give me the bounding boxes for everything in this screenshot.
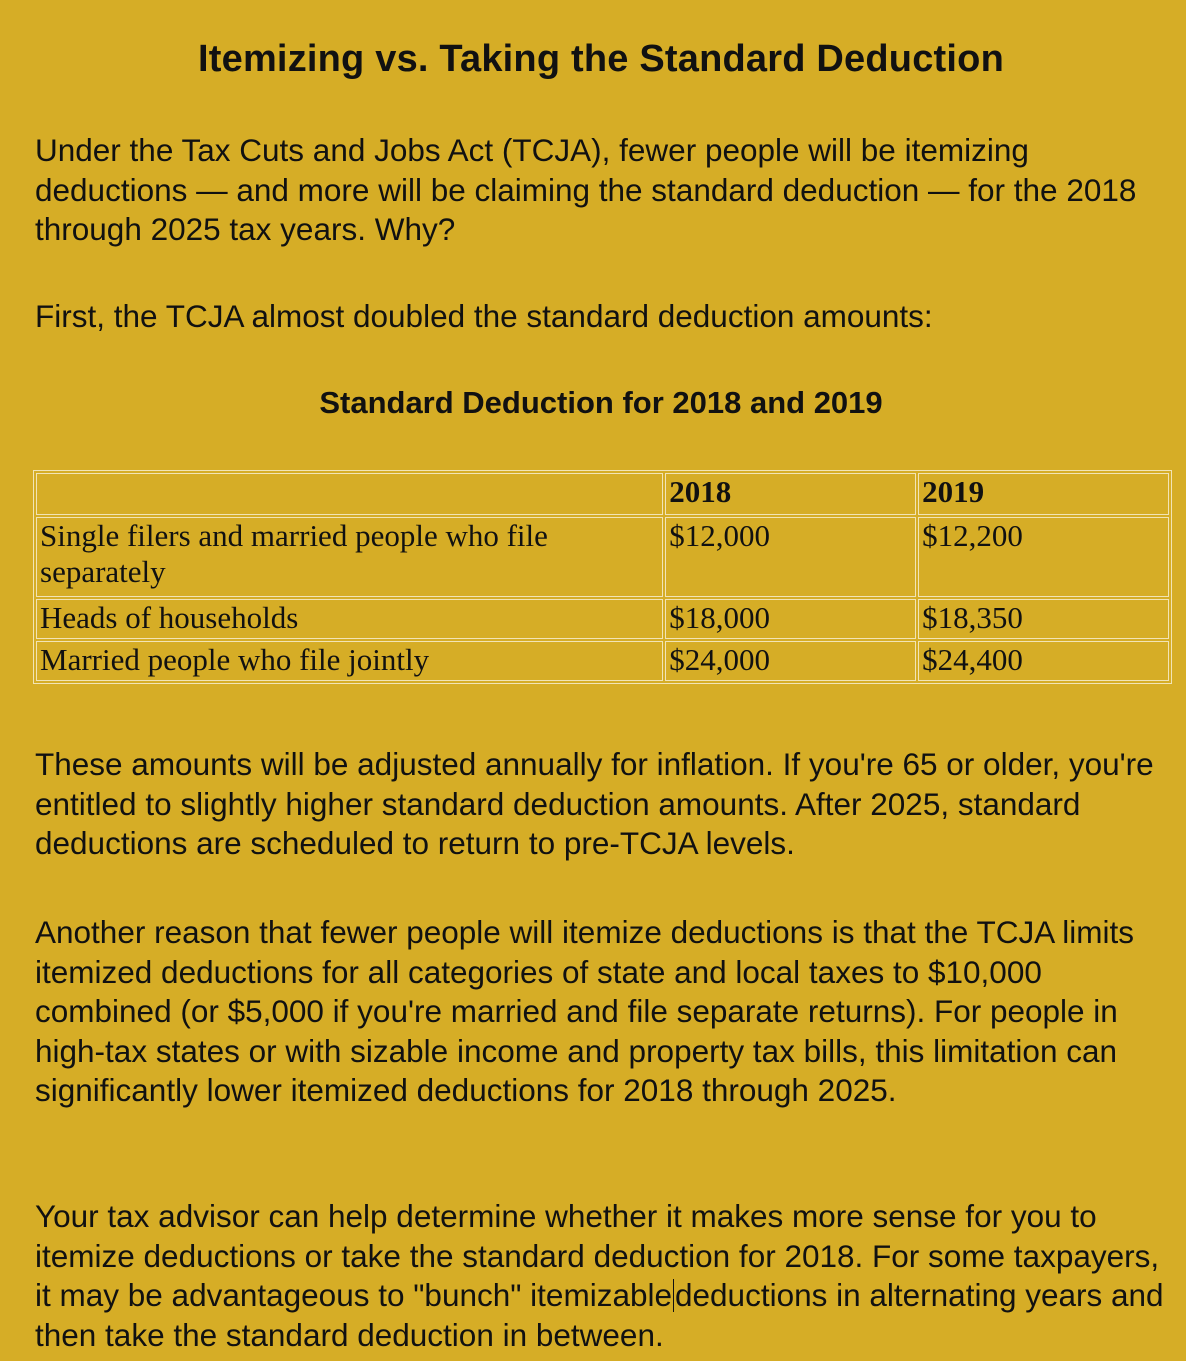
table-row: [36, 599, 1169, 639]
inflation-adjustment-paragraph: These amounts will be adjusted annually for inflation. If you're 65 or older, you're entitled to slightly higher standard deduction amounts. After 2025, standard deductions are scheduled to return to pre-TCJA levels.: [35, 746, 1154, 861]
amount-2019-cell: $24,400: [918, 641, 1169, 681]
amount-2018-cell: $18,000: [665, 599, 916, 639]
table-header-2019: 2019: [918, 473, 1169, 515]
amount-2019-cell: $12,200: [918, 517, 1169, 597]
tax-advisor-paragraph-start: Your tax advisor can help determine whether it makes more sense for you to itemize deductions or take the standard deduction for 2018. For some taxpayers, it may be advantageous to "bunch" itemizable: [35, 1198, 1160, 1313]
table-header-blank: [36, 473, 663, 515]
filing-status-cell: Married people who file jointly: [36, 641, 663, 681]
amount-2018-cell: $12,000: [665, 517, 916, 597]
tax-advisor-paragraph-end: deductions in alternating years and then take the standard deduction in between.: [35, 1277, 1164, 1353]
table-row: [36, 641, 1169, 681]
table-header-row: [36, 473, 1169, 515]
table-title: Standard Deduction for 2018 and 2019: [319, 385, 883, 420]
amount-2019-cell: $18,350: [918, 599, 1169, 639]
intro-paragraph: Under the Tax Cuts and Jobs Act (TCJA), fewer people will be itemizing deductions — and more will be claiming the standard deduction — for the 2018 through 2025 tax years. Why?: [35, 132, 1137, 247]
table-header-2018: 2018: [665, 473, 916, 515]
text-cursor: [673, 1279, 674, 1312]
standard-deduction-table: [33, 470, 1172, 684]
filing-status-cell: Single filers and married people who file separately: [36, 517, 663, 597]
standard-deduction-table-container: [33, 470, 1172, 684]
filing-status-cell: Heads of households: [36, 599, 663, 639]
table-row: [36, 517, 1169, 597]
state-local-tax-limit-paragraph: Another reason that fewer people will itemize deductions is that the TCJA limits itemized deductions for all categories of state and local taxes to $10,000 combined (or $5,000 if you're married and file separate returns). For people in high-tax states or with sizable income and property tax bills, this limitation can significantly lower itemized deductions for 2018 through 2025.: [35, 914, 1134, 1108]
tax-advisor-paragraph[interactable]: [35, 1197, 1170, 1355]
standard-deduction-intro-paragraph: First, the TCJA almost doubled the standard deduction amounts:: [35, 298, 933, 334]
amount-2018-cell: $24,000: [665, 641, 916, 681]
page-title: Itemizing vs. Taking the Standard Deduction: [198, 38, 1004, 80]
